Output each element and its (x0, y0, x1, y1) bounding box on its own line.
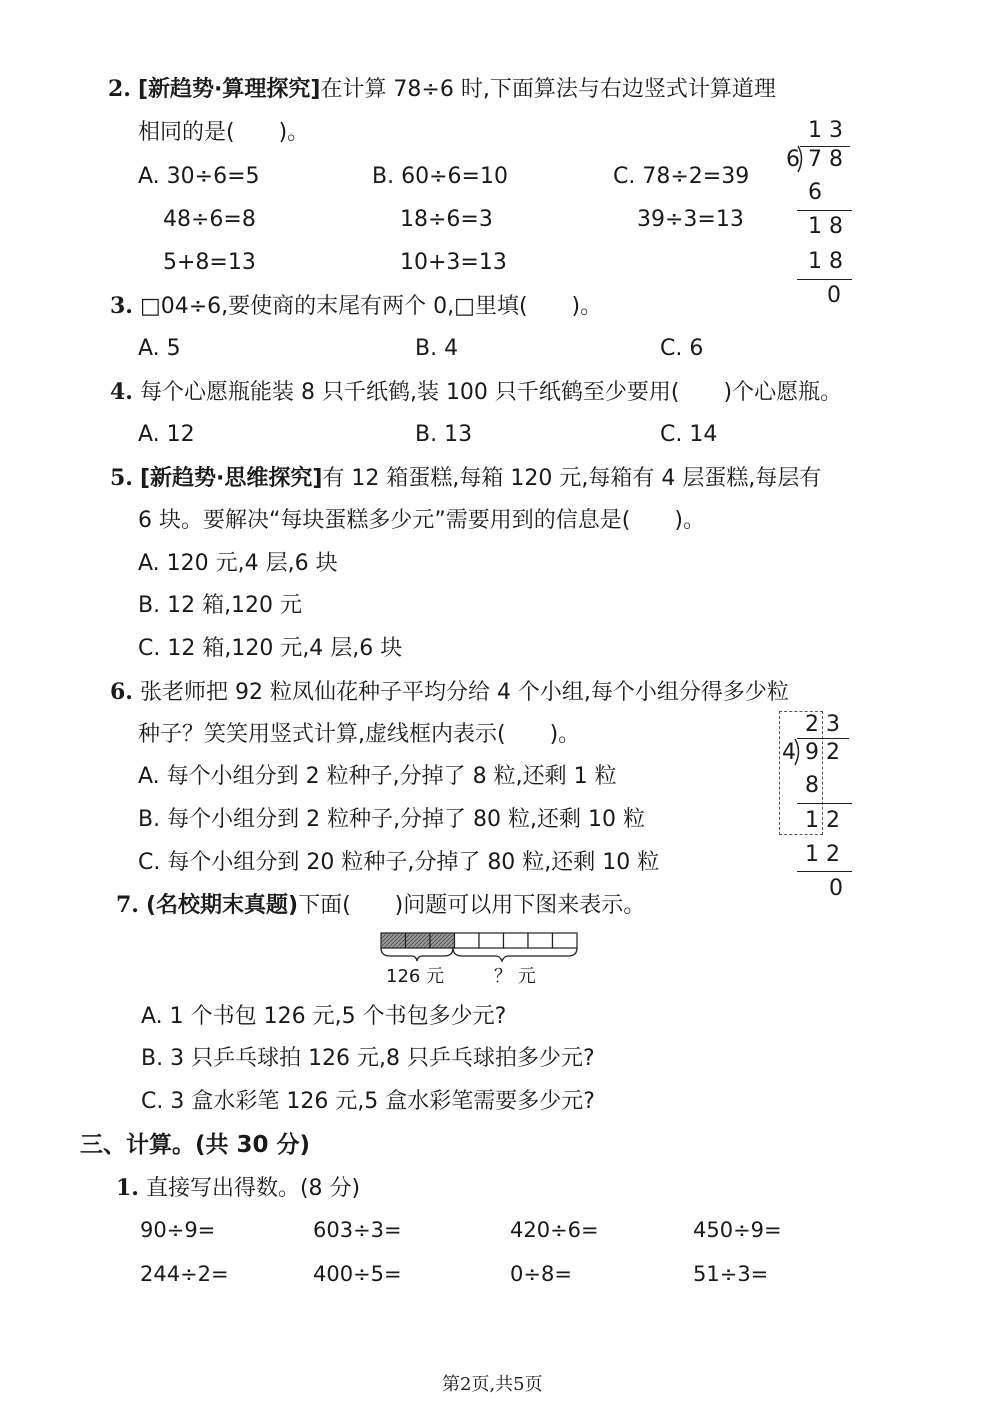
q7-shaded-cell (406, 933, 431, 948)
section3-title: 三、计算。(共 30 分) (80, 1132, 311, 1158)
q6-option-c: C. 每个小组分到 20 粒种子,分掉了 80 粒,还剩 10 粒 (138, 850, 660, 875)
calc-item: 450÷9= (693, 1218, 782, 1242)
q2-tag: [新趋势·算理探究] (137, 77, 321, 102)
q7-empty-cell (479, 933, 504, 948)
calc-item: 0÷8= (510, 1262, 572, 1286)
section3-sub-number: 1. (116, 1175, 139, 1201)
q6-remainder2: 0 (829, 876, 843, 901)
q7-label-right: ？ 元 (494, 966, 536, 987)
q4-option-a: A. 12 (138, 422, 195, 447)
page-footer: 第2页,共5页 (442, 1374, 543, 1395)
q6-dividend: 9 2 (805, 740, 840, 765)
section3-sub (116, 1173, 360, 1204)
q3-line (110, 291, 602, 322)
q6-remainder1: 1 2 (805, 808, 840, 833)
q2-text1: 在计算 78÷6 时,下面算法与右边竖式计算道理 (320, 77, 776, 102)
q4-number: 4. (110, 379, 133, 405)
q7-label-left: 126 元 (386, 966, 445, 987)
calc-item: 51÷3= (693, 1262, 769, 1286)
calc-item: 244÷2= (140, 1262, 229, 1286)
q6-text2: 种子？笑笑用竖式计算,虚线框内表示( )。 (138, 722, 581, 747)
q7-option-a: A. 1 个书包 126 元,5 个书包多少元? (141, 1004, 507, 1029)
q2-option-a: A. 30÷6=5 (138, 164, 260, 189)
q6-quotient: 2 3 (805, 712, 840, 737)
q2-subtract1: 6 (808, 180, 822, 205)
q3-option-a: A. 5 (138, 336, 181, 361)
q7-option-c: C. 3 盒水彩笔 126 元,5 盒水彩笔需要多少元? (141, 1089, 595, 1114)
q5-text2: 6 块。要解决“每块蛋糕多少元”需要用到的信息是( )。 (138, 508, 705, 533)
q7-text: 下面( )问题可以用下图来表示。 (298, 893, 646, 918)
q2-option-a-line2: 48÷6=8 (163, 207, 256, 232)
q2-text2: 相同的是( )。 (138, 120, 310, 145)
q3-text: □04÷6,要使商的末尾有两个 0,□里填( )。 (139, 294, 603, 319)
q2-line1 (108, 74, 776, 105)
q5-number: 5. (110, 465, 133, 491)
q2-number: 2. (108, 76, 131, 102)
q6-option-a: A. 每个小组分到 2 粒种子,分掉了 8 粒,还剩 1 粒 (138, 764, 617, 789)
q6-number: 6. (110, 679, 133, 705)
q7-empty-cell (553, 933, 578, 948)
q7-empty-cell (504, 933, 529, 948)
q5-text1: 有 12 箱蛋糕,每箱 120 元,每箱有 4 层蛋糕,每层有 (322, 466, 822, 491)
q3-option-b: B. 4 (415, 336, 459, 361)
q7-shaded-cell (430, 933, 455, 948)
q6-text1: 张老师把 92 粒凤仙花种子平均分给 4 个小组,每个小组分得多少粒 (139, 680, 789, 705)
q5-option-b: B. 12 箱,120 元 (138, 593, 303, 618)
q6-option-b: B. 每个小组分到 2 粒种子,分掉了 80 粒,还剩 10 粒 (138, 807, 646, 832)
q7-number: 7. (116, 892, 139, 918)
q2-option-c-line2: 39÷3=13 (637, 207, 744, 232)
q4-line (110, 377, 842, 408)
q4-option-b: B. 13 (415, 422, 473, 447)
q7-empty-cell (528, 933, 553, 948)
q5-tag: [新趋势·思维探究] (139, 466, 323, 491)
q3-option-c: C. 6 (660, 336, 704, 361)
q2-option-b-line3: 10+3=13 (400, 250, 507, 275)
q2-quotient: 1 3 (808, 118, 843, 143)
calc-item: 420÷6= (510, 1218, 599, 1242)
calc-item: 400÷5= (313, 1262, 402, 1286)
q5-option-a: A. 120 元,4 层,6 块 (138, 551, 338, 576)
q6-divisor: 4 (782, 740, 796, 765)
calc-item: 90÷9= (140, 1218, 216, 1242)
q2-remainder2: 0 (827, 283, 841, 308)
q7-shaded-cell (381, 933, 406, 948)
q7-option-b: B. 3 只乒乓球拍 126 元,8 只乒乓球拍多少元? (141, 1046, 595, 1071)
q2-subtract2: 1 8 (808, 249, 843, 274)
calc-item: 603÷3= (313, 1218, 402, 1242)
q6-subtract2: 1 2 (805, 842, 840, 867)
q2-division-bracket (796, 144, 806, 174)
q3-number: 3. (110, 293, 133, 319)
q7-line (116, 890, 645, 921)
q5-line1 (110, 463, 821, 494)
q6-subtract1: 8 (805, 773, 819, 798)
q7-tag: (名校期末真题) (145, 893, 299, 918)
q2-remainder1: 1 8 (808, 214, 843, 239)
section3-sub-text: 直接写出得数。(8 分) (145, 1176, 361, 1201)
q2-dividend: 7 8 (808, 147, 843, 172)
q2-option-c: C. 78÷2=39 (613, 164, 750, 189)
q6-line1 (110, 677, 789, 708)
q2-option-b: B. 60÷6=10 (372, 164, 508, 189)
q7-brace-left (381, 948, 453, 961)
q7-brace-right (453, 948, 577, 961)
q4-text: 每个心愿瓶能装 8 只千纸鹤,装 100 只千纸鹤至少要用( )个心愿瓶。 (139, 380, 843, 405)
q2-divisor: 6 (786, 147, 800, 172)
q7-empty-cell (455, 933, 480, 948)
q5-option-c: C. 12 箱,120 元,4 层,6 块 (138, 636, 403, 661)
q4-option-c: C. 14 (660, 422, 718, 447)
q6-division-bracket (793, 737, 803, 767)
q2-option-a-line3: 5+8=13 (163, 250, 256, 275)
q2-option-b-line2: 18÷6=3 (400, 207, 493, 232)
